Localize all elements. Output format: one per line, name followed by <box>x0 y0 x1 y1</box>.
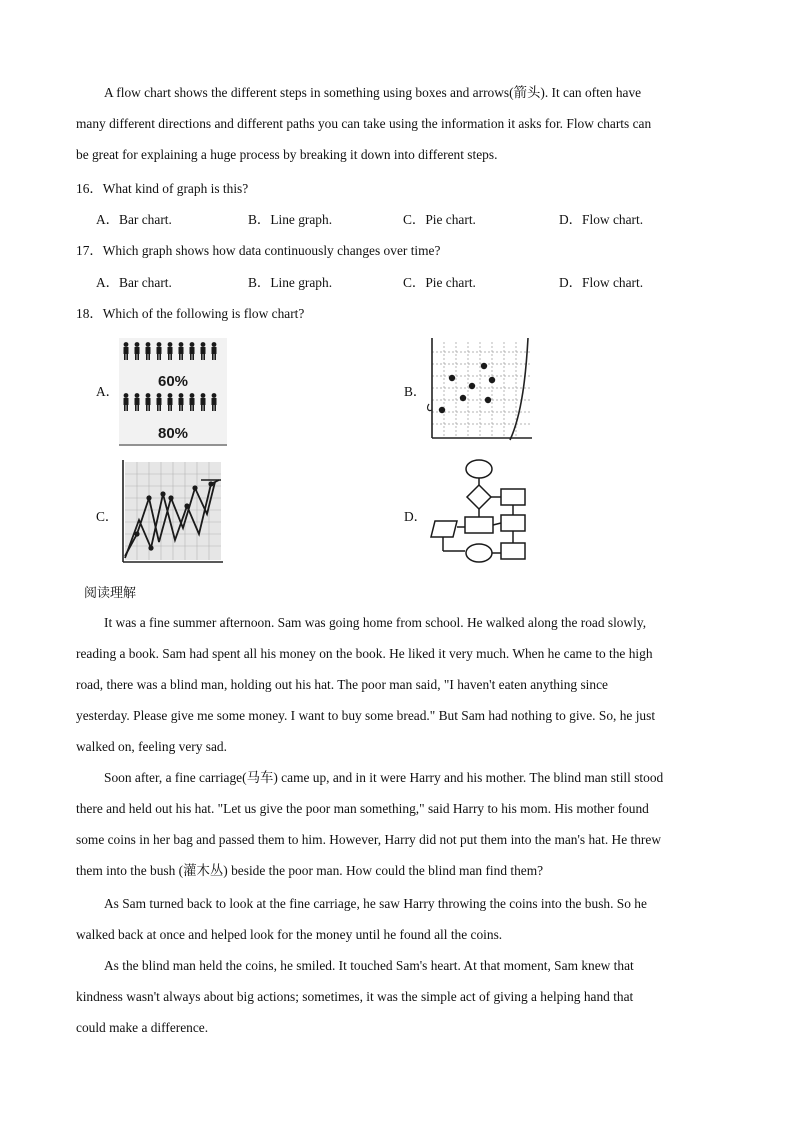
figure-a-pictograph[interactable] <box>119 338 227 446</box>
q16-option-d[interactable]: D．Flow chart. <box>559 212 644 227</box>
intro-paragraph <box>76 77 726 170</box>
flow-end-oval <box>466 544 492 562</box>
flow-process-box <box>501 515 525 531</box>
flow-input-parallelogram <box>431 521 457 537</box>
question-16: 16．What kind of graph is this? <box>76 181 249 196</box>
intro-line: A flow chart shows the different steps in something using boxes and arrows(箭头). It can often have <box>104 85 642 100</box>
passage-line: reading a book. Sam had spent all his money on the book. He liked it very much. When he came to the high <box>76 646 653 661</box>
figure-d-flow-chart[interactable] <box>429 457 535 567</box>
passage-paragraph-1 <box>76 607 726 762</box>
passage-line: there and held out his hat. "Let us give the poor man something," said Harry to his mom. His mother found <box>76 801 649 816</box>
passage-paragraph-4 <box>76 950 726 1043</box>
section-title-reading: 阅读理解 <box>84 586 137 601</box>
passage-line: yesterday. Please give me some money. I want to buy some bread." But Sam had nothing to give. So, he just <box>76 708 656 723</box>
q18-option-b-label[interactable]: B． <box>404 384 427 399</box>
q16-option-a[interactable]: A．Bar chart. <box>96 212 172 227</box>
passage-paragraph-2 <box>76 762 726 886</box>
flow-process-box <box>465 517 493 533</box>
q17-option-b[interactable]: B．Line graph. <box>248 275 333 290</box>
figure-c-line-graph[interactable] <box>117 458 225 566</box>
passage-line: It was a fine summer afternoon. Sam was going home from school. He walked along the road slowly, <box>104 615 647 630</box>
intro-line: many different directions and different paths you can take using the information it asks for. Flow charts can <box>76 116 652 131</box>
pictograph-percent-bottom: 80% <box>157 425 189 442</box>
scatter-points <box>439 363 495 413</box>
scatter-point <box>439 407 445 413</box>
passage-line: As Sam turned back to look at the fine carriage, he saw Harry throwing the coins into the bush. So he <box>104 896 647 911</box>
scatter-curve <box>510 338 528 440</box>
passage-line: could make a difference. <box>76 1020 209 1035</box>
scatter-point <box>485 397 491 403</box>
flow-process-box <box>501 489 525 505</box>
q17-option-c[interactable]: C．Pie chart. <box>403 275 476 290</box>
scatter-point <box>449 375 455 381</box>
figure-b-scatter-plot[interactable] <box>426 334 534 444</box>
q16-option-c[interactable]: C．Pie chart. <box>403 212 476 227</box>
q18-option-a-label[interactable]: A． <box>96 384 120 399</box>
passage-line: kindness wasn't always about big actions; sometimes, it was the simple act of giving a helping hand that <box>76 989 634 1004</box>
scatter-point <box>481 363 487 369</box>
passage-line: Soon after, a fine carriage(马车) came up, and in it were Harry and his mother. The blind man still stood <box>104 770 664 785</box>
flow-decision-diamond <box>467 485 491 509</box>
q18-option-c-label[interactable]: C． <box>96 509 119 524</box>
passage-line: As the blind man held the coins, he smiled. It touched Sam's heart. At that moment, Sam knew that <box>104 958 634 973</box>
question-18: 18．Which of the following is flow chart? <box>76 306 305 321</box>
intro-line: be great for explaining a huge process by breaking it down into different steps. <box>76 147 498 162</box>
passage-line: them into the bush (灌木丛) beside the poor man. How could the blind man find them? <box>76 863 544 878</box>
q17-option-a[interactable]: A．Bar chart. <box>96 275 172 290</box>
passage-line: road, there was a blind man, holding out his hat. The poor man said, "I haven't eaten anything since <box>76 677 608 692</box>
flow-start-oval <box>466 460 492 478</box>
passage-line: walked on, feeling very sad. <box>76 739 227 754</box>
passage-paragraph-3 <box>76 888 726 950</box>
q17-option-d[interactable]: D．Flow chart. <box>559 275 644 290</box>
passage-line: some coins in her bag and passed them to him. However, Harry did not put them into the man's hat. He threw <box>76 832 661 847</box>
flow-process-box <box>501 543 525 559</box>
passage-line: walked back at once and helped look for the money until he found all the coins. <box>76 927 503 942</box>
q18-option-d-label[interactable]: D． <box>404 509 428 524</box>
scatter-point <box>469 383 475 389</box>
question-17: 17．Which graph shows how data continuously changes over time? <box>76 243 441 258</box>
scatter-point <box>489 377 495 383</box>
q16-option-b[interactable]: B．Line graph. <box>248 212 333 227</box>
scatter-point <box>460 395 466 401</box>
pictograph-percent-top: 60% <box>157 373 189 390</box>
